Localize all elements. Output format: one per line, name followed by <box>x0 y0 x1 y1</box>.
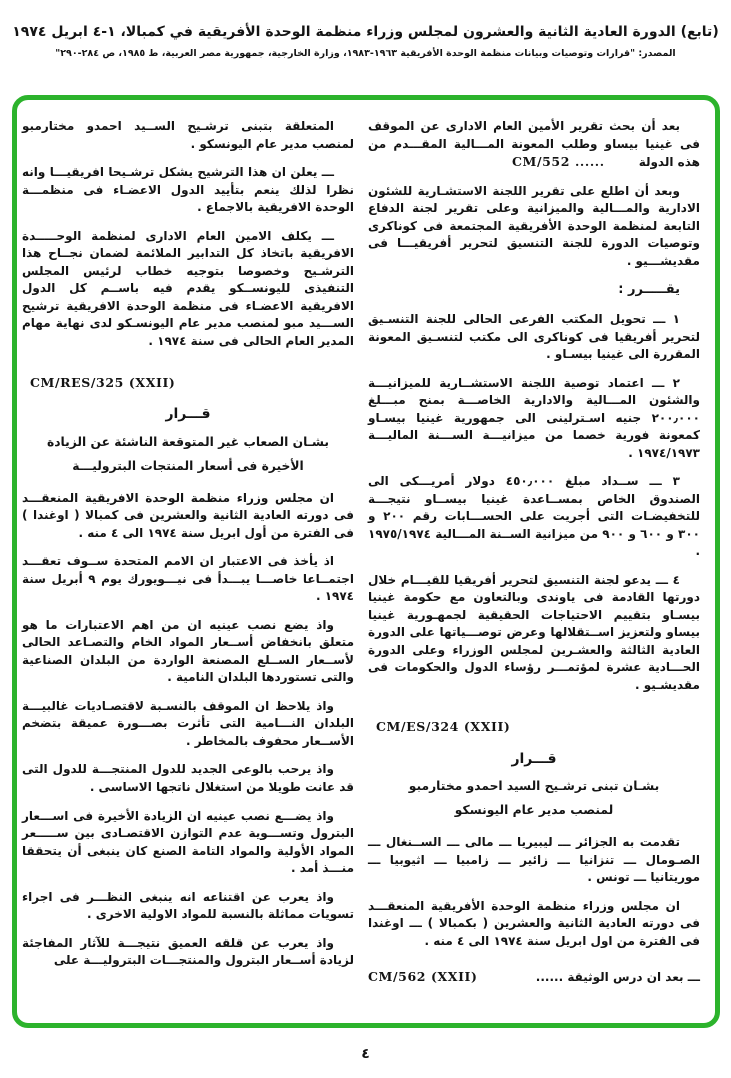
paragraph-concerned-effects: واذ يعرب عن قلقه العميق نتيجـــة للآثار المفاجئة لزيادة أســعار البترول والمنتجـــات البتروليـــة على <box>22 935 354 968</box>
resolution-heading: قـــرار <box>511 750 557 767</box>
resolution-item-2: ٢ ـــ اعتماد توصية اللجنة الاستشــارية للميزانيـــة والشئون المـــالية والادارية الخاصـــة بمنح مبـــلغ ٢٠٠٫٠٠٠ جنيه اسـترلينى الى جمهورية غينيا بيسـاو كمعونة فورية خصما من ميزانيـــة الســـنة الماليـــة ١٩٧٤/١٩٧٣ . <box>368 375 700 460</box>
paragraph-council-session-325: ان مجلس وزراء منظمة الوحدة الافريقية المنعقـــد فى دورته العادية الثانية والعشرين فى كمبالا ( اوغندا ) فى الفترة من أول ابريل سنة ١٩٧٤ الى ٤ منه . <box>22 490 354 540</box>
paragraph-report-reviewed <box>368 118 700 172</box>
paragraph-considering-un: اذ يأخذ فى الاعتبار ان الامم المتحدة ســوف تعقـــد اجتمــاعا خاصـــا يبـــدأ فى نيـــويورك يوم ٩ أبريل سنة ١٩٧٤ . <box>22 554 354 604</box>
resolution-item-4: ٤ ـــ يدعو لجنة التنسيق لتحرير أفريقيا للقيـــام خلال دورتها القادمة فى ياوندى وبالتعاون مع حكومة غينيا بيسـاو بتقييم الاحتياجات الحقيقية لجمهـورية غينيا بيساو ولتعزيز اســتقلالها وعرض توصـــياتها على الدورة العادية الثالثة والعشـرين لمجلس الوزراء وعلى الدورة الحـــادية عشرة لمؤتمـــر رؤساء الدول والحكومات فى مقديشـيو . <box>368 572 700 692</box>
column-left <box>22 118 354 1015</box>
paragraph-bearing-oil-prices: واذ يضـــع نصب عينيه ان الزيادة الأخيرة فى اســـعار البترول وتســـوية عدم التوازن الاقتصـادى بين ســـــعر المواد الأولية والمواد التامة الصنع كان ينبغى أن يتحققا منـــذ أمد . <box>22 808 354 876</box>
document-frame <box>12 95 720 1028</box>
paragraph-noting-economies: واذ يلاحظ ان الموقف بالنسـبة لاقتصـاديات غالبيـــة البلدان النـــامية التى تأثرت بصـــورة عميقة بتضخم الأســعار محفوف بالمخاطر . <box>22 698 354 748</box>
session-title: (تابع) الدورة العادية الثانية والعشرون لمجلس وزراء منظمة الوحدة الأفريقية في كمبالا، ١-٤ ابريل ١٩٧٤ <box>12 24 719 40</box>
paragraph-continuation: المتعلقة بتبنى ترشـيح الســيد احمدو مختارمبو لمنصب مدير عام اليونسكو . <box>22 119 354 151</box>
resolution-325-subtitle-1: بشـان الصعاب غير المتوقعة الناشئة عن الزيادة <box>46 434 330 449</box>
paragraph-convinced-adjustments: واذ يعرب عن اقتناعه انه ينبغى النظـــر فى اجراء تسويات مماثلة بالنسبة للمواد الاولية الاخرى . <box>22 889 354 922</box>
page-header <box>0 0 731 59</box>
paragraph-sponsors: تقدمت به الجزائر ـــ ليبيريا ـــ مالى ـــ الســنغال ـــ الصـومال ـــ تنزانيا ـــ زائير ـــ زامبيا ـــ اثيوبيا ـــ موريتانيا ـــ تونس . <box>368 835 700 885</box>
doc-ref-cm562: CM/562 (XXII) <box>368 969 478 985</box>
paragraph-council-session: ان مجلس وزراء منظمة الوحدة الأفريقية المنعقـــد فى دورته العادية الثانية والعشرين ( بكمبالا ) ـــ اوغندا فى الفترة من اول ابريل سنة ١٩٧٤ الى ٤ منه . <box>368 898 700 948</box>
closing-text: ـــ بعد ان درس الوثيقة ...... <box>535 970 700 985</box>
doc-ref-cm552: CM/552 ...... <box>511 154 605 170</box>
resolution-subtitle-2: لمنصب مدير عام اليونسكو <box>454 803 614 818</box>
column-right <box>368 118 700 1015</box>
resolution-item-3: ٣ ـــ ســداد مبلغ ٤٥٠٫٠٠٠ دولار أمريـــكى الى الصندوق الخاص بمســاعدة غينيا بيســاو نتيجـــة للتخفيضـات التى أجريت على الحســـابات رقم ٢٠٠ و ٣٠٠ و ٦٠٠ و ٩٠٠ من ميزانية الســنة المـــالية ١٩٧٥/١٩٧٤ . <box>368 474 700 559</box>
doc-ref-cm-es-324: CM/ES/324 (XXII) <box>376 719 511 735</box>
resolution-heading-325: قـــرار <box>165 406 211 423</box>
source-citation: المصدر: "قرارات وتوصيات وبيانات منظمة الوحدة الأفريقية ١٩٦٣-١٩٨٣، وزارة الخارجية، جمهورية مصر العربية، ط ١٩٨٥، ص ٢٨٤-٢٩٠" <box>55 48 676 59</box>
resolution-item-1: ١ ـــ تحويل المكتب الفرعى الحالى للجنة التنسـيق لتحرير أفريقيا فى كوناكرى الى مكتب لتنسـيق المعونة المقررة الى غينيا بيسـاو . <box>368 312 700 362</box>
resolution-subtitle-1: بشـان تبنى ترشـيح السيد احمدو مختارمبو <box>408 779 660 794</box>
paragraph-instructs: ـــ يكلف الامين العام الادارى لمنظمة الوحـــــدة الافريقية باتخاذ كل التدابير الملائمة لضمان نجــاح هذا الترشـيح وخصوصا بتوجيه خطاب لرئيس المجلس التنفيذى لليونســكو يقدم فيه باســم كل الدول الافريقية الاعضـاء فى منظمة الوحدة الافريقية ترشيح الســـيد مبو لمنصب مدير عام اليونسـكو لدى نهاية مهام المدير العام الحالى فى سنة ١٩٧٤ . <box>22 228 354 348</box>
paragraph-report-reviewed-text: بعد أن بحث تقرير الأمين العام الادارى عن الموقف فى غينيا بيساو وطلب المعونة المـــالية المقـــدم من هذه الدولة <box>368 119 700 170</box>
paragraph-welcoming-awareness: واذ يرحب بالوعى الجديد للدول المنتجـــة للدول التى قد عانت طويلا من استغلال ناتجها الاساسى . <box>22 762 354 794</box>
doc-ref-cm-res-325: CM/RES/325 (XXII) <box>30 375 176 391</box>
closing-line <box>368 968 700 987</box>
page-number: ٤ <box>361 1046 370 1062</box>
paragraph-declares: ـــ يعلن ان هذا الترشيح يشكل ترشـيحا افريقيـــا وانه نظرا لذلك ينعم بتأييد الدول الاعضـاء فى منظمـــة الوحدة الافريقية بالاجماع . <box>22 165 354 215</box>
resolution-325-subtitle-2: الأخيرة فى أسعار المنتجات البتروليـــة <box>72 458 304 473</box>
decides-label: يقـــــرر : <box>618 282 680 298</box>
paragraph-bearing-raw-materials: واذ يضع نصب عينيه ان من اهم الاعتبارات ما هو متعلق بانخفاض أســعار المواد الخام والتصـاعد الحالى لأســعار الســلع المصنعة الواردة من البلدان الصناعية والتى تستوردها البلدان النامية . <box>22 617 354 685</box>
paragraph-committee-report: وبعد أن اطلع على تقرير اللجنة الاستشـارية للشئون الادارية والمـــالية والميزانية وعلى تقرير لجنة الدفاع التابعة لمنظمة الوحدة الأفريقية المجتمعة فى كوناكرى وتوصيات الدورة للجنة التنسيق لتحرير أفريقيـــا فى مقديشـــيو . <box>368 183 700 268</box>
